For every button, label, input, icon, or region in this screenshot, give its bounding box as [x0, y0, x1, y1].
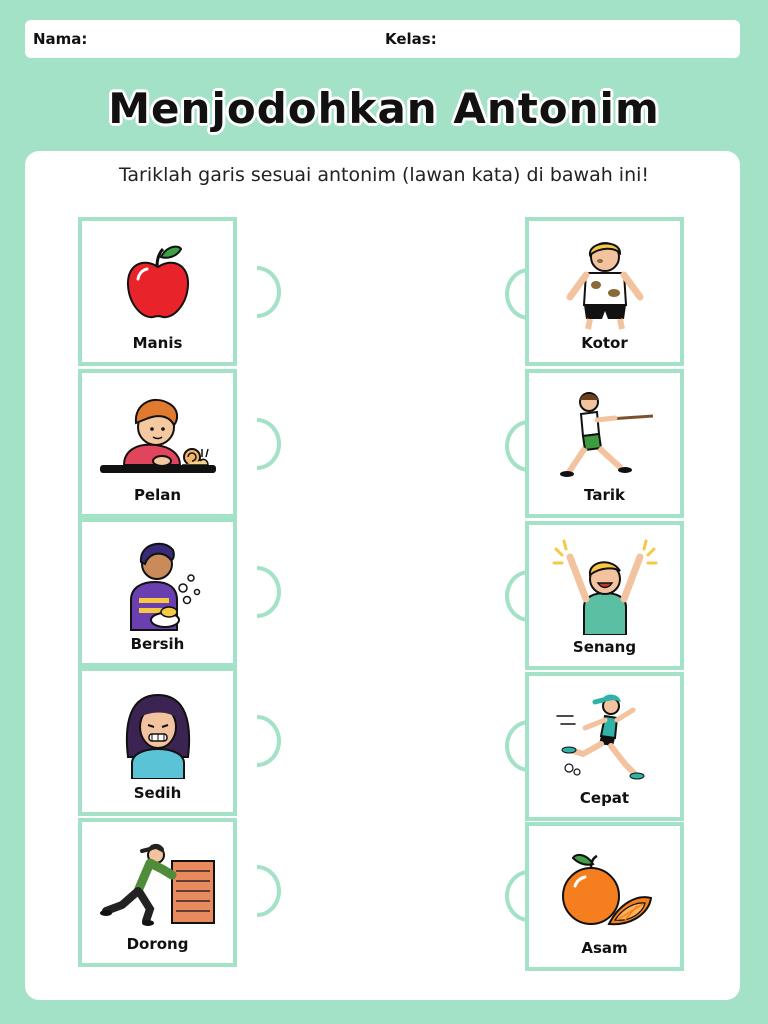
left-piece-bersih[interactable] — [78, 518, 237, 667]
worksheet-title: Menjodohkan Antonim — [108, 84, 660, 133]
left-piece-manis[interactable] — [78, 217, 237, 366]
boy-snail-icon — [96, 391, 220, 479]
word-label: Senang — [572, 638, 637, 656]
boy-pulling-rope-icon — [555, 390, 655, 480]
right-piece-asam[interactable] — [525, 822, 684, 971]
left-piece-pelan[interactable] — [78, 369, 237, 518]
woman-pushing-icon — [98, 841, 218, 927]
word-label: Asam — [581, 939, 628, 957]
word-label: Sedih — [133, 784, 182, 802]
left-piece-dorong[interactable] — [78, 818, 237, 967]
left-piece-sedih[interactable] — [78, 667, 237, 816]
right-piece-cepat[interactable] — [525, 672, 684, 821]
word-label: Tarik — [584, 486, 625, 504]
right-piece-senang[interactable] — [525, 521, 684, 670]
orange-icon — [557, 846, 653, 930]
word-label: Bersih — [130, 635, 185, 653]
word-label: Dorong — [126, 935, 189, 953]
right-piece-tarik[interactable] — [525, 369, 684, 518]
right-piece-kotor[interactable] — [525, 217, 684, 366]
word-label: Manis — [132, 334, 183, 352]
class-label: Kelas: — [385, 30, 437, 48]
word-label: Cepat — [579, 789, 630, 807]
name-class-bar — [25, 20, 740, 58]
instruction-text: Tariklah garis sesuai antonim (lawan kata) di bawah ini! — [118, 164, 650, 186]
sad-girl-icon — [118, 687, 198, 779]
word-label: Kotor — [581, 334, 628, 352]
word-label: Pelan — [133, 486, 182, 504]
apple-icon — [123, 243, 193, 323]
running-girl-icon — [555, 692, 655, 784]
name-label: Nama: — [33, 30, 88, 48]
happy-boy-icon — [550, 539, 660, 635]
dirty-boy-icon — [560, 235, 650, 331]
boy-washing-icon — [113, 536, 203, 632]
